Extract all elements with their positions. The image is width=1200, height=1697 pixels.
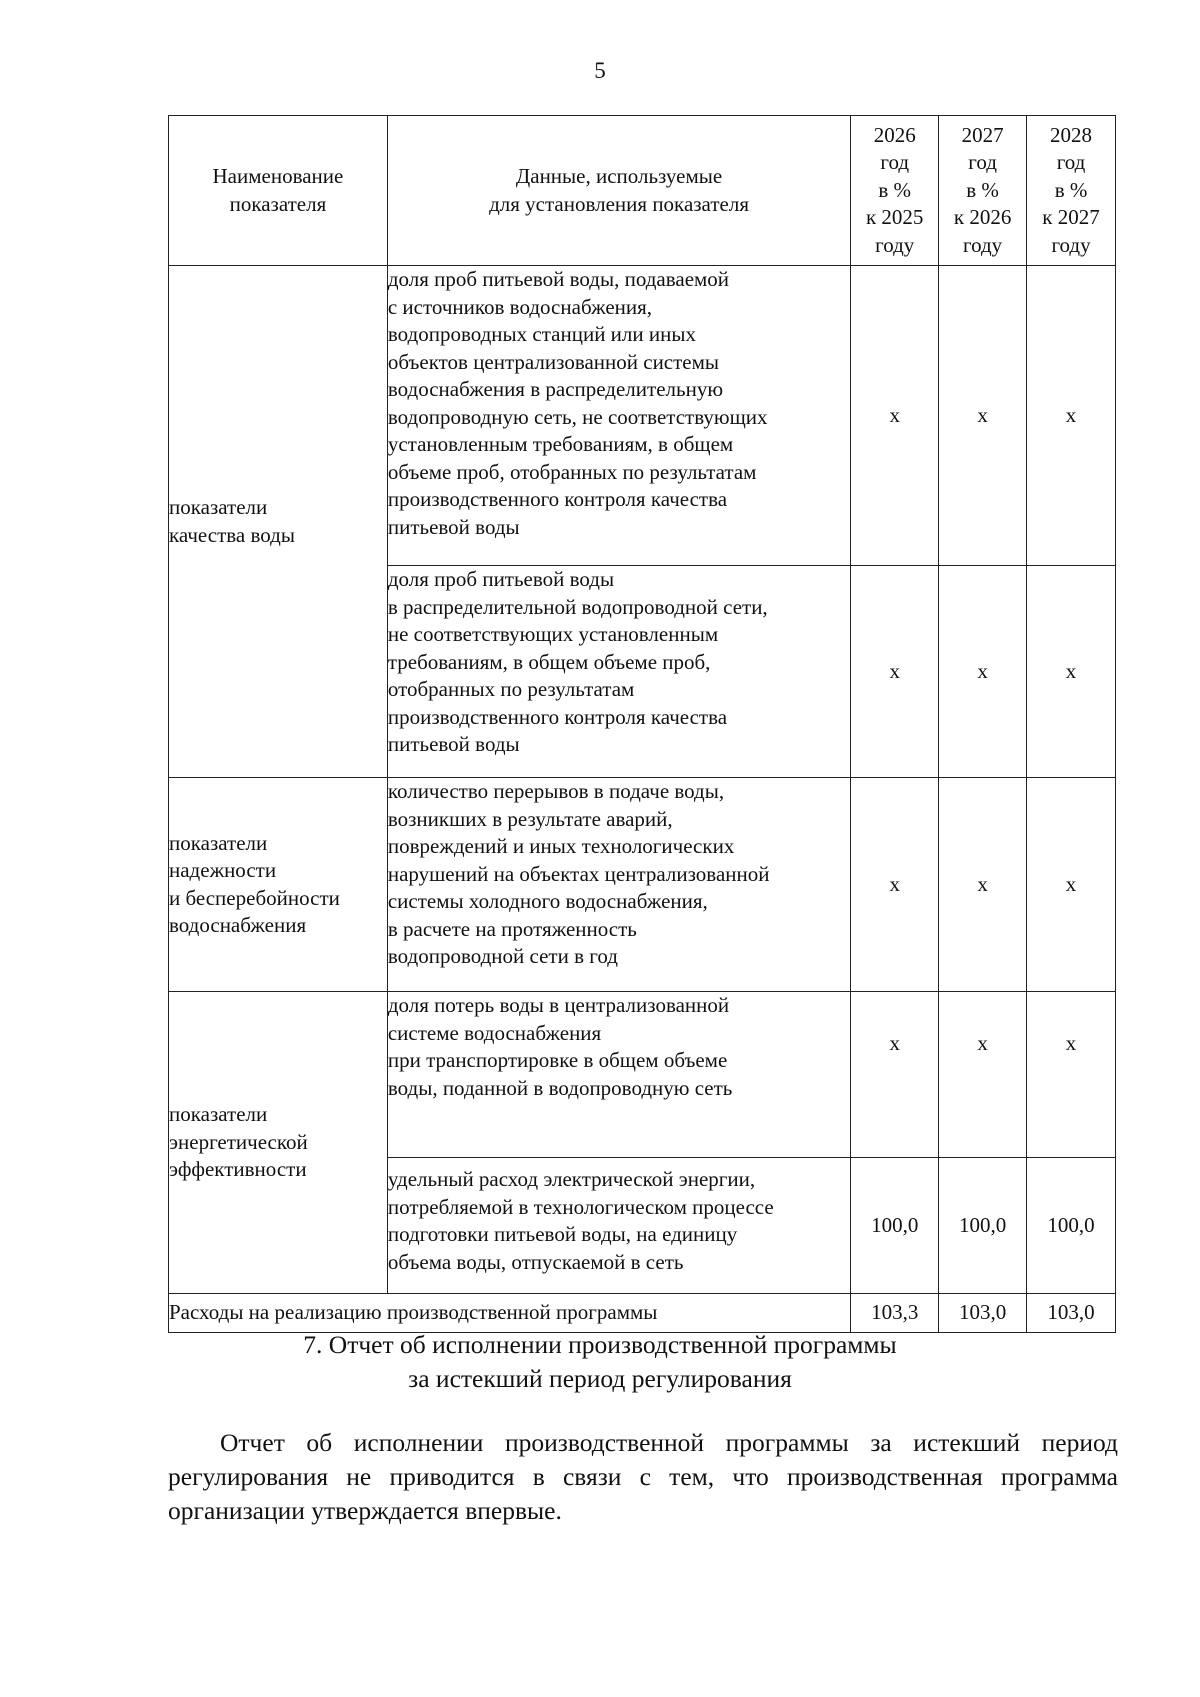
header-indicator-data: Данные, используемые для установления показателя [387,116,850,266]
header-year-2027: 2027 год в % к 2026 году [939,116,1027,266]
table-row [169,992,1116,1158]
indicator-data: удельный расход электрической энергии, потребляемой в технологическом процессе подготовки питьевой воды, на единицу объема воды, отпускаемой в сеть [387,1158,850,1294]
header-indicator-name: Наименование показателя [169,116,388,266]
value-2027: х [939,266,1027,566]
indicator-name-energy-efficiency: показатели энергетической эффективности [169,992,388,1294]
value-2026: х [851,566,939,778]
value-2026: х [851,778,939,992]
value-2027: х [939,778,1027,992]
value-2026: х [851,266,939,566]
value-2027: 100,0 [939,1158,1027,1294]
indicator-data: доля проб питьевой воды в распределительной водопроводной сети, не соответствующих установленным требованиям, в общем объеме проб, отобранных по результатам производственного контроля качества питьевой воды [387,566,850,778]
indicator-name-reliability: показатели надежности и бесперебойности водоснабжения [169,778,388,992]
value-2027: х [939,992,1027,1158]
total-value-2027: 103,0 [939,1294,1027,1333]
indicator-data: доля проб питьевой воды, подаваемой с источников водоснабжения, водопроводных станций или иных объектов централизованной системы водоснабжения в распределительную водопроводную сеть, не соответствующих установленным требованиям, в общем объеме проб, отобранных по результатам производственного контроля качества питьевой воды [387,266,850,566]
total-row [169,1294,1116,1333]
value-2028: х [1027,992,1116,1158]
table-header-row [169,116,1116,266]
report-paragraph: Отчет об исполнении производственной программы за истекший период регулирования не приводится в связи с тем, что производственная программа организации утверждается впервые. [168,1428,1118,1525]
total-label: Расходы на реализацию производственной программы [169,1294,851,1333]
value-2028: 100,0 [1027,1158,1116,1294]
value-2026: 100,0 [851,1158,939,1294]
page-number: 5 [594,58,606,83]
section-title: 7. Отчет об исполнении производственной программы за истекший период регулирования [303,1330,897,1393]
header-year-2028: 2028 год в % к 2027 году [1027,116,1116,266]
indicator-data: доля потерь воды в централизованной системе водоснабжения при транспортировке в общем объеме воды, поданной в водопроводную сеть [387,992,850,1158]
indicator-data: количество перерывов в подаче воды, возникших в результате аварий, повреждений и иных технологических нарушений на объектах централизованной системы холодного водоснабжения, в расчете на протяженность водопроводной сети в год [387,778,850,992]
value-2028: х [1027,566,1116,778]
total-value-2026: 103,3 [851,1294,939,1333]
table-row [169,778,1116,992]
indicator-name-water-quality: показатели качества воды [169,266,388,778]
value-2027: х [939,566,1027,778]
indicators-table [168,115,1116,1333]
table-row [169,266,1116,566]
total-value-2028: 103,0 [1027,1294,1116,1333]
value-2028: х [1027,778,1116,992]
value-2028: х [1027,266,1116,566]
header-year-2026: 2026 год в % к 2025 году [851,116,939,266]
value-2026: х [851,992,939,1158]
